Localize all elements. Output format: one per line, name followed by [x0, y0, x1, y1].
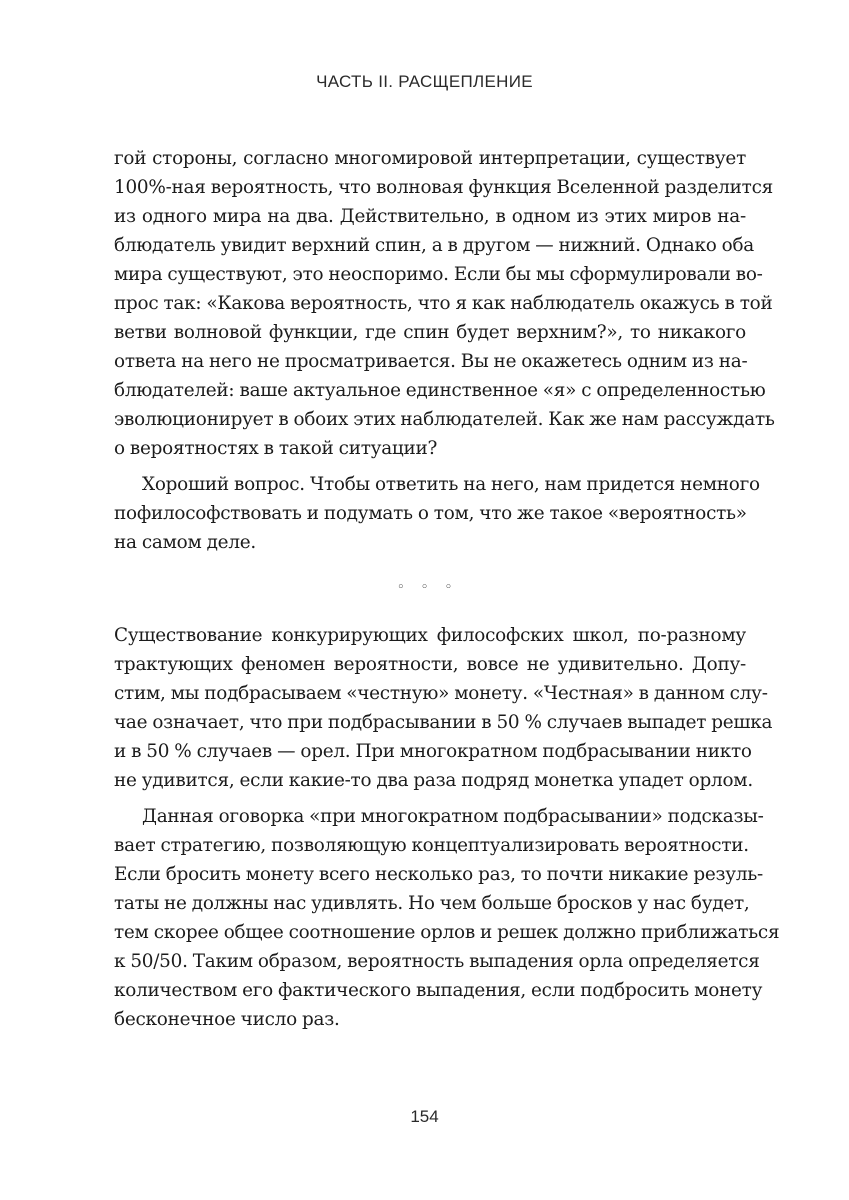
page-number: 154	[410, 1107, 439, 1126]
text-line: чае означает, что при подбрасывании в 50 % случаев выпадет решка	[114, 712, 773, 733]
text-line: блюдателей: ваше актуальное единственное «я» с определенностью	[114, 380, 766, 401]
text-line: Хороший вопрос. Чтобы ответить на него, нам придется немного	[142, 474, 760, 495]
separator-dot: ◦	[396, 580, 405, 595]
paragraph	[114, 621, 773, 795]
text-line: ветви волновой функции, где спин будет верхним?», то никакого	[114, 322, 746, 343]
text-line: трактующих феномен вероятности, вовсе не удивительно. Допу-	[114, 654, 746, 675]
text-line: пофилософствовать и подумать о том, что же такое «вероятность»	[114, 503, 747, 524]
text-line: тем скорее общее соотношение орлов и решек должно приближаться	[114, 922, 780, 943]
text-line: о вероятностях в такой ситуации?	[114, 438, 438, 459]
text-line: из одного мира на два. Действительно, в одном из этих миров на-	[114, 206, 746, 227]
text-line: прос так: «Какова вероятность, что я как наблюдатель окажусь в той	[114, 293, 773, 314]
text-line: гой стороны, согласно многомировой интерпретации, существует	[114, 148, 746, 169]
text-line: на самом деле.	[114, 532, 256, 553]
text-line: количеством его фактического выпадения, если подбросить монету	[114, 980, 763, 1001]
text-line: Данная оговорка «при многократном подбрасывании» подсказы-	[142, 806, 764, 827]
text-line: стим, мы подбрасываем «честную» монету. «Честная» в данном слу-	[114, 683, 768, 704]
section-separator	[0, 580, 849, 595]
text-line: к 50/50. Таким образом, вероятность выпадения орла определяется	[114, 951, 760, 972]
text-line: 100%-ная вероятность, что волновая функция Вселенной разделится	[114, 177, 773, 198]
paragraph	[114, 144, 775, 463]
text-line: и в 50 % случаев — орел. При многократном подбрасывании никто	[114, 741, 752, 762]
separator-dot: ◦	[444, 580, 453, 595]
running-head: ЧАСТЬ II. РАСЩЕПЛЕНИЕ	[316, 72, 533, 91]
text-line: бесконечное число раз.	[114, 1009, 340, 1030]
text-line: ответа на него не просматривается. Вы не окажетесь одним из на-	[114, 351, 748, 372]
text-line: мира существуют, это неоспоримо. Если бы мы сформулировали во-	[114, 264, 763, 285]
text-line: Если бросить монету всего несколько раз, то почти никакие резуль-	[114, 864, 764, 885]
text-line: Существование конкурирующих философских школ, по-разному	[114, 625, 746, 646]
text-block-after-separator	[114, 621, 780, 1034]
paragraph	[114, 470, 760, 557]
text-line: таты не должны нас удивлять. Но чем больше бросков у нас будет,	[114, 893, 750, 914]
separator-dot: ◦	[420, 580, 429, 595]
text-line: эволюционирует в обоих этих наблюдателей. Как же нам рассуждать	[114, 409, 775, 430]
text-line: блюдатель увидит верхний спин, а в другом — нижний. Однако оба	[114, 235, 755, 256]
paragraph	[114, 802, 780, 1034]
text-line: вает стратегию, позволяющую концептуализировать вероятности.	[114, 835, 749, 856]
text-block-before-separator	[114, 144, 775, 557]
text-line: не удивится, если какие-то два раза подряд монетка упадет орлом.	[114, 770, 753, 791]
